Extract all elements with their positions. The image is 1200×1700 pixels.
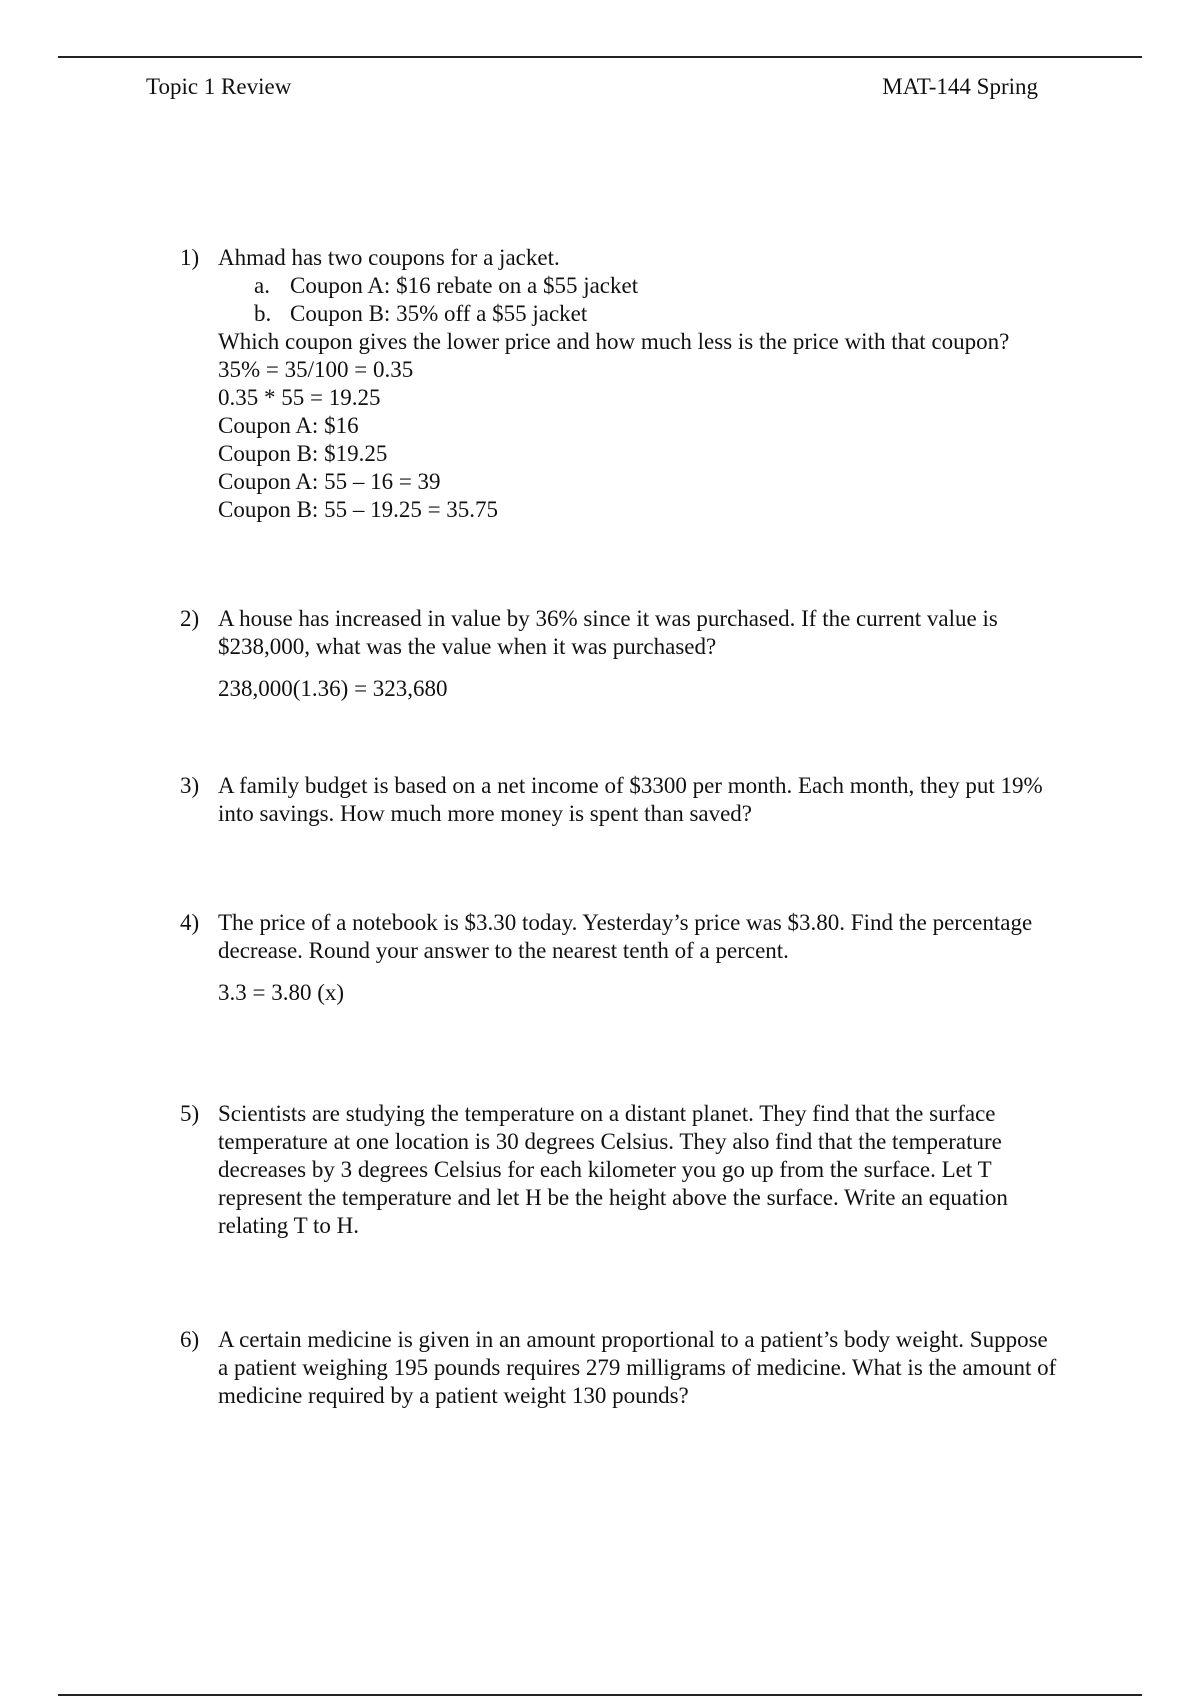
work-line: 238,000(1.36) = 323,680 bbox=[218, 676, 448, 701]
question-prompt: Which coupon gives the lower price and how much less is the price with that coupon? bbox=[218, 329, 1010, 354]
question-3 bbox=[180, 772, 1060, 828]
question-text: The price of a notebook is $3.30 today. Yesterday’s price was $3.80. Find the percentage decrease. Round your answer to the nearest tenth of a percent. bbox=[218, 910, 1033, 963]
question-text: A family budget is based on a net income of $3300 per month. Each month, they put 19% into savings. How much more money is spent than saved? bbox=[218, 773, 1043, 826]
document-title: Topic 1 Review bbox=[146, 74, 292, 99]
question-4 bbox=[180, 909, 1060, 1007]
question-text: Scientists are studying the temperature on a distant planet. They find that the surface temperature at one location is 30 degrees Celsius. They also find that the temperature decreases by 3 degrees Celsius for each kilometer you go up from the surface. Let T represent the temperature and let H be the height above the surface. Write an equation relating T to H. bbox=[218, 1101, 1008, 1238]
work-line: Coupon A: $16 bbox=[218, 413, 359, 438]
sub-item-list bbox=[218, 272, 1060, 328]
question-text: A certain medicine is given in an amount proportional to a patient’s body weight. Suppose a patient weighing 195 pounds requires 279 milligrams of medicine. What is the amount of medicine required by a patient weight 130 pounds? bbox=[218, 1327, 1057, 1408]
question-1 bbox=[180, 244, 1060, 524]
work-line: Coupon A: 55 – 16 = 39 bbox=[218, 469, 441, 494]
question-2 bbox=[180, 605, 1060, 703]
question-text: Ahmad has two coupons for a jacket. bbox=[218, 245, 560, 270]
sub-item-marker: a. bbox=[254, 273, 270, 298]
question-number: 6) bbox=[180, 1327, 200, 1352]
work-line: Coupon B: $19.25 bbox=[218, 441, 388, 466]
sub-item-text: Coupon A: $16 rebate on a $55 jacket bbox=[290, 273, 639, 298]
question-6 bbox=[180, 1326, 1060, 1410]
sub-item-text: Coupon B: 35% off a $55 jacket bbox=[290, 301, 588, 326]
work-line: 35% = 35/100 = 0.35 bbox=[218, 357, 414, 382]
sub-item bbox=[218, 300, 1060, 328]
sub-item-marker: b. bbox=[254, 301, 272, 326]
question-number: 3) bbox=[180, 773, 200, 798]
question-number: 4) bbox=[180, 910, 200, 935]
question-5 bbox=[180, 1100, 1060, 1240]
question-number: 2) bbox=[180, 606, 200, 631]
question-number: 5) bbox=[180, 1101, 200, 1126]
question-text: A house has increased in value by 36% since it was purchased. If the current value is $238,000, what was the value when it was purchased? bbox=[218, 606, 998, 659]
course-label: MAT-144 Spring bbox=[882, 74, 1038, 99]
footer-rule bbox=[58, 1694, 1142, 1696]
sub-item bbox=[218, 272, 1060, 300]
header-rule bbox=[58, 56, 1142, 58]
work-line: 3.3 = 3.80 (x) bbox=[218, 980, 345, 1005]
work-line: Coupon B: 55 – 19.25 = 35.75 bbox=[218, 497, 499, 522]
question-number: 1) bbox=[180, 245, 200, 270]
work-line: 0.35 * 55 = 19.25 bbox=[218, 385, 381, 410]
